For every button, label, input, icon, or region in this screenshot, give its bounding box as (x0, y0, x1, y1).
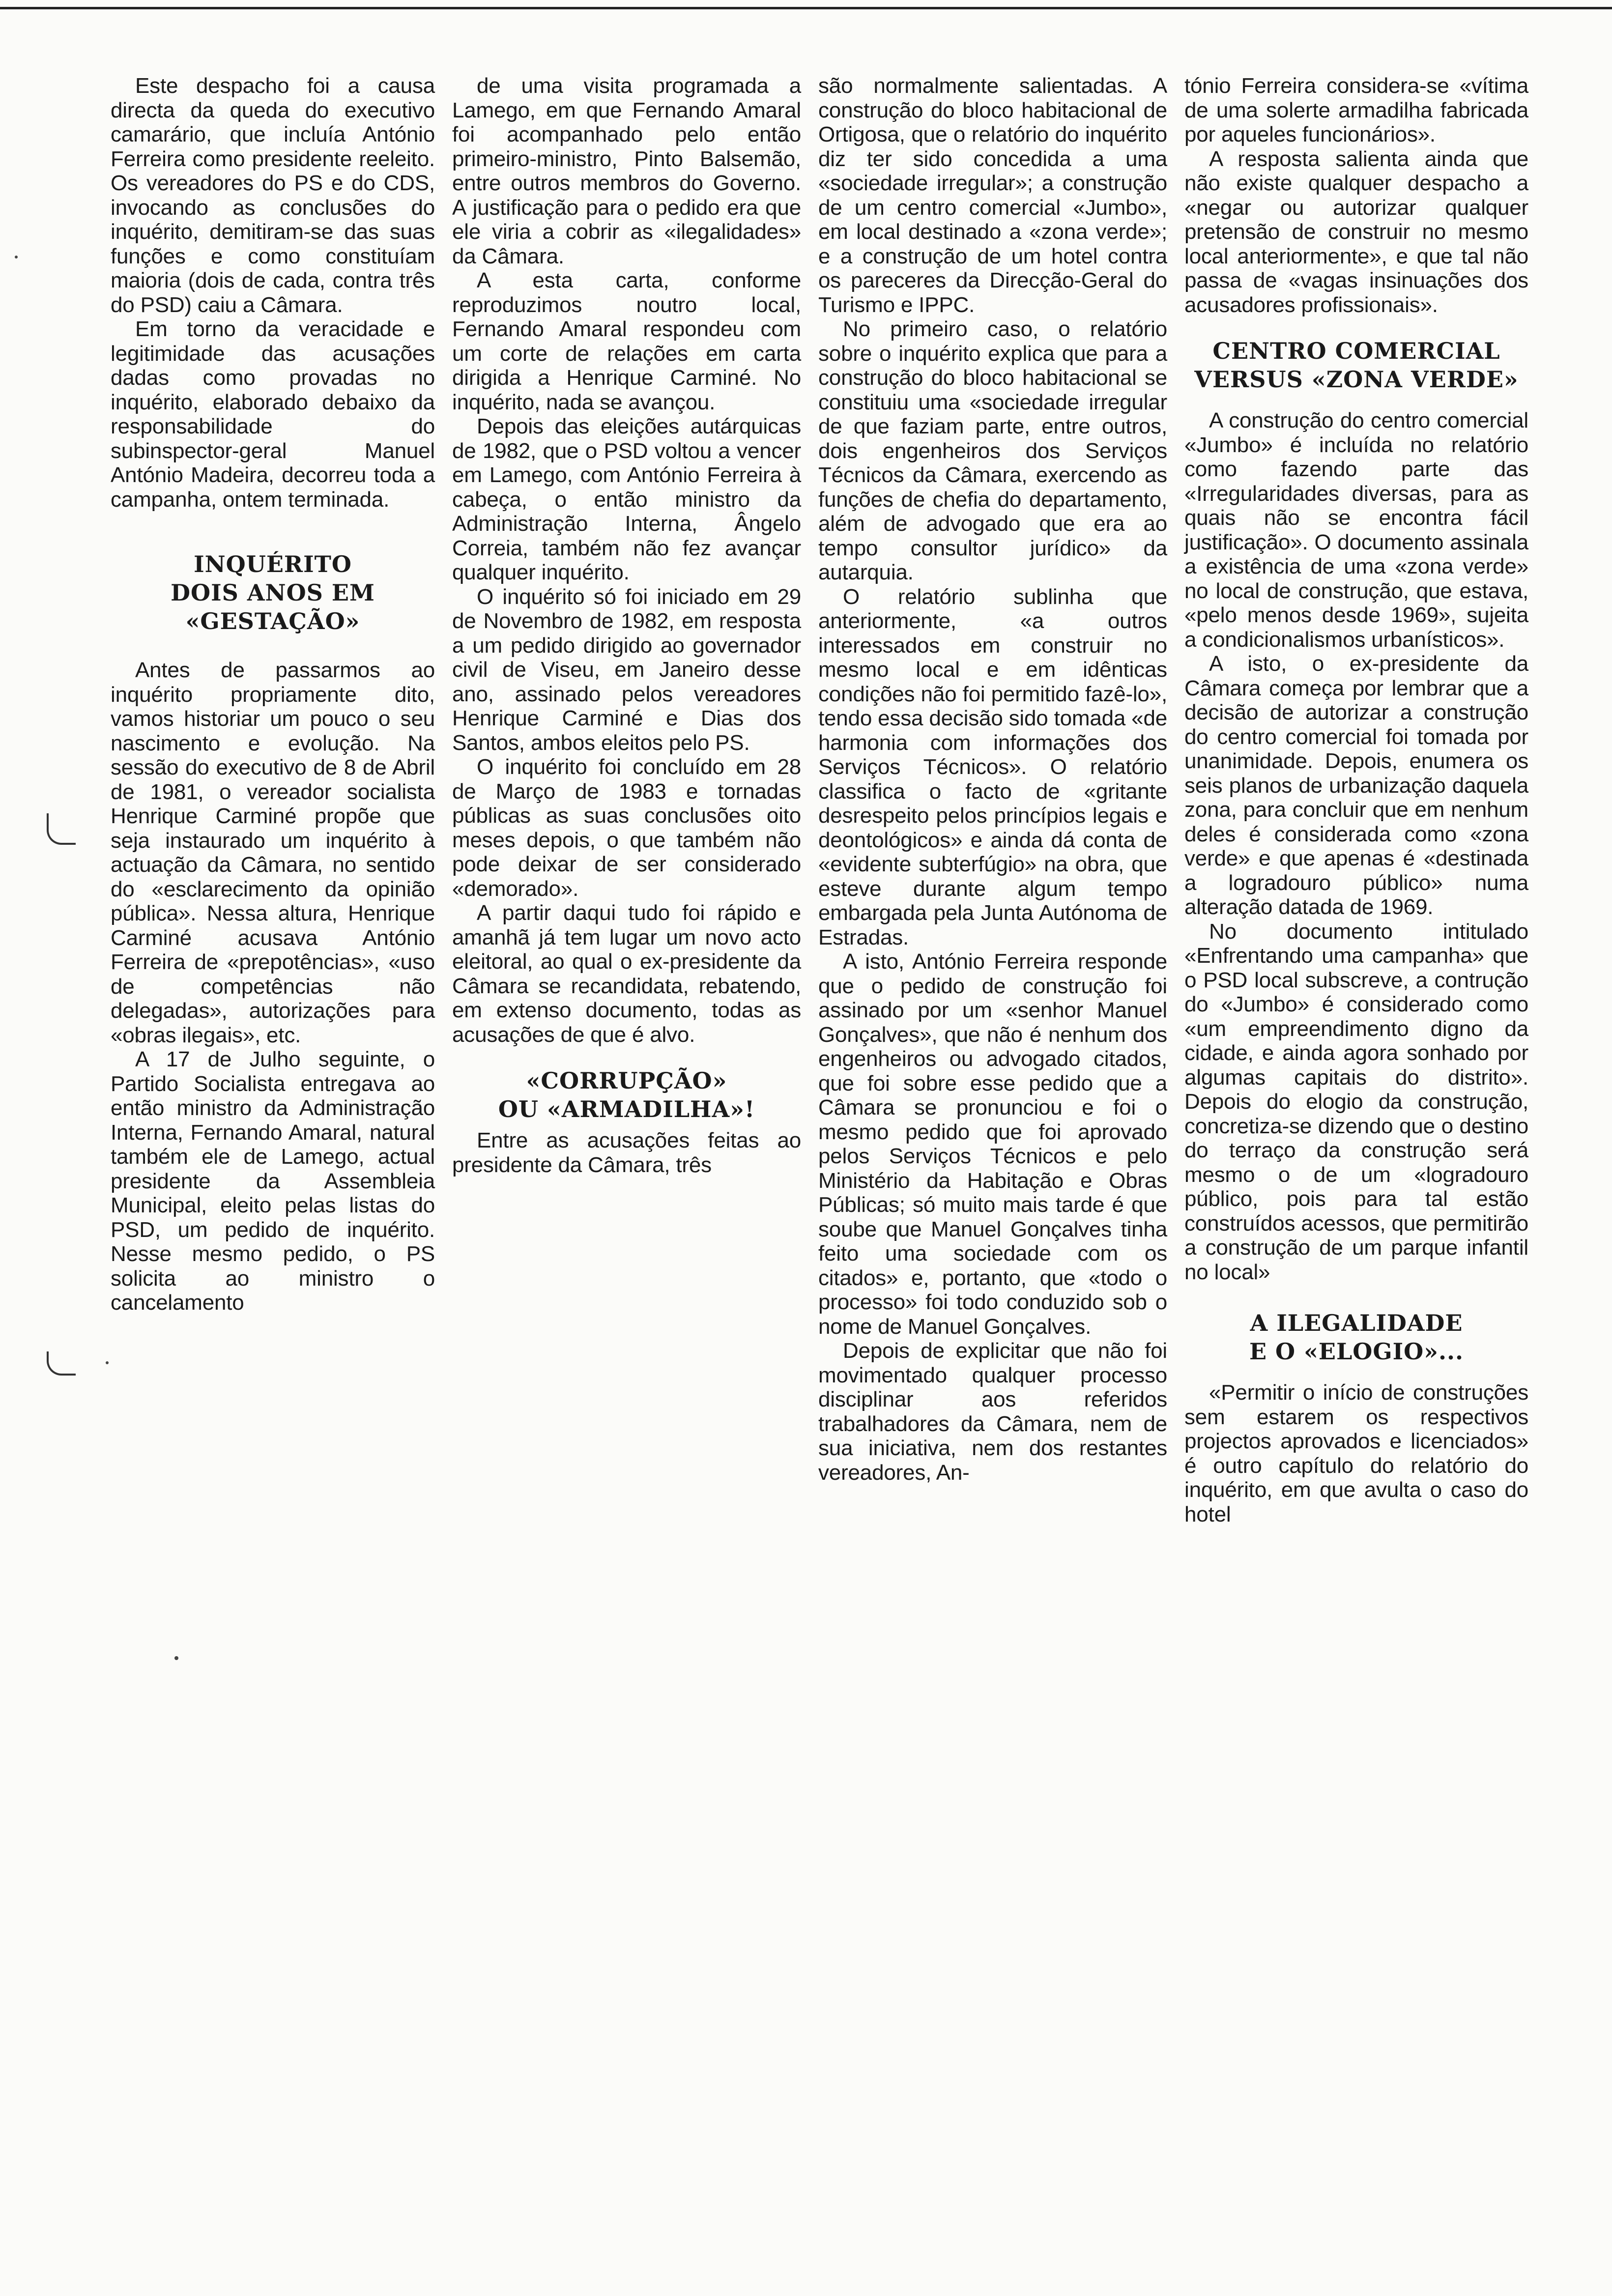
paragraph: A 17 de Julho seguinte, o Partido Socialista entregava ao então ministro da Administração Interna, Fernando Amaral, natural também ele de Lamego, actual presidente da Assembleia Municipal, eleito pelas listas do PSD, um pedido de inquérito. Nesse mesmo pedido, o PS solicita ao ministro o cancelamento (111, 1047, 435, 1315)
paragraph: Entre as acusações feitas ao presidente da Câmara, três (452, 1128, 801, 1177)
paragraph: A isto, António Ferreira responde que o pedido de construção foi assinado por um «senhor Manuel Gonçalves», que não é nenhum dos engenheiros ou advogado citados, que foi sobre esse pedido que a Câmara se pronunciou e foi o mesmo pedido que foi aprovado pelos Serviços Técnicos e pelo Ministério da Habitação e Obras Públicas; só muito mais tarde é que soube que Manuel Gonçalves tinha feito uma sociedade com os citados» e, portanto, que «todo o processo» foi todo conduzido sob o nome de Manuel Gonçalves. (818, 949, 1167, 1339)
paragraph: A esta carta, conforme reproduzimos noutro local, Fernando Amaral respondeu com um corte de relações em carta dirigida a Henrique Carminé. No inquérito, nada se avançou. (452, 268, 801, 414)
subheading-centro-comercial (1184, 337, 1528, 394)
paragraph: Depois das eleições autárquicas de 1982, que o PSD voltou a vencer em Lamego, com António Ferreira à cabeça, o então ministro da Administração Interna, Ângelo Correia, também não fez avançar qualquer inquérito. (452, 414, 801, 584)
paragraph: No documento intitulado «Enfrentando uma campanha» que o PSD local subscreve, a contrução do «Jumbo» é considerado como «um empreendimento digno da cidade, e ainda agora sonhado por algumas capitais do distrito». Depois do elogio da construção, concretiza-se dizendo que o destino do terraço da construção será mesmo o de um «logradouro público, pois para tal estão construídos acessos, que permitirão a construção de um parque infantil no local» (1184, 919, 1528, 1284)
paragraph: O inquérito foi concluído em 28 de Março de 1983 e tornadas públicas as suas conclusões oito meses depois, o que também não pode deixar de ser considerado «demorado». (452, 755, 801, 901)
paragraph: A resposta salienta ainda que não existe qualquer despacho a «negar ou autorizar qualquer pretensão de construir no mesmo local anteriormente», e que tal não passa de «vagas insinuações dos acusadores profissionais». (1184, 146, 1528, 317)
binding-hole-mark (47, 1351, 76, 1376)
paragraph: Em torno da veracidade e legitimidade das acusações dadas como provadas no inquérito, elaborado debaixo da responsabilidade do subinspector-geral Manuel António Madeira, decorreu toda a campanha, ontem terminada. (111, 317, 435, 512)
paragraph: tónio Ferreira considera-se «vítima de uma solerte armadilha fabricada por aqueles funcionários». (1184, 74, 1528, 146)
subheading-line: «CORRUPÇÃO» (526, 1067, 727, 1094)
paragraph: são normalmente salientadas. A construção do bloco habitacional de Ortigosa, que o relatório do inquérito diz ter sido concedida a uma «sociedade irregular»; a construção de um centro comercial «Jumbo», em local destinado a «zona verde»; e a construção de um hotel contra os pareceres da Direcção-Geral do Turismo e IPPC. (818, 74, 1167, 317)
scan-speck (106, 1361, 109, 1364)
subheading-line: A ILEGALIDADE (1250, 1310, 1463, 1336)
scan-speck (174, 1656, 178, 1660)
subheading-ilegalidade (1184, 1309, 1528, 1366)
paragraph: Este despacho foi a causa directa da queda do executivo camarário, que incluía António Ferreira como presidente reeleito. Os vereadores do PS e do CDS, invocando as conclusões do inquérito, demitiram-se das suas funções e como constituíam maioria (dois de cada, contra três do PSD) caiu a Câmara. (111, 74, 435, 317)
paragraph: A partir daqui tudo foi rápido e amanhã já tem lugar um novo acto eleitoral, ao qual o ex-presidente da Câmara se recandidata, rebatendo, em extenso documento, todas as acusações de que é alvo. (452, 901, 801, 1047)
subheading-corrupcao (452, 1066, 801, 1123)
column-4 (1184, 74, 1528, 1526)
paragraph: «Permitir o início de construções sem estarem os respectivos projectos aprovados e licenciados» é outro capítulo do relatório do inquérito, em que avulta o caso do hotel (1184, 1380, 1528, 1526)
paragraph: A construção do centro comercial «Jumbo» é incluída no relatório como fazendo parte das «Irregularidades diversas, para as quais não se encontra fácil justificação». O documento assinala a existência de uma «zona verde» no local de construção, que estava, «pelo menos desde 1969», sujeita a condicionalismos urbanísticos». (1184, 408, 1528, 652)
paragraph: Antes de passarmos ao inquérito propriamente dito, vamos historiar um pouco o seu nascimento e evolução. Na sessão do executivo de 8 de Abril de 1981, o vereador socialista Henrique Carminé propõe que seja instaurado um inquérito à actuação da Câmara, no sentido do «esclarecimento da opinião pública». Nessa altura, Henrique Carminé acusava António Ferreira de «prepotências», «uso de competências não delegadas», autorizações para «obras ilegais», etc. (111, 658, 435, 1047)
top-rule (0, 7, 1612, 9)
column-2 (452, 74, 801, 1177)
column-1 (111, 74, 435, 1315)
subheading-line: OU «ARMADILHA»! (498, 1096, 755, 1122)
binding-hole-mark (47, 813, 76, 845)
subheading-line: INQUÉRITO (194, 551, 352, 577)
paragraph: No primeiro caso, o relatório sobre o inquérito explica que para a construção do bloco habitacional se constituiu uma «sociedade irregular de que faziam parte, entre outros, dois engenheiros dos Serviços Técnicos da Câmara, exercendo as funções de chefia do departamento, além de advogado que era ao tempo consultor jurídico» da autarquia. (818, 317, 1167, 584)
subheading-line: E O «ELOGIO»... (1249, 1338, 1464, 1365)
paragraph: O inquérito só foi iniciado em 29 de Novembro de 1982, em resposta a um pedido dirigido ao governador civil de Viseu, em Janeiro desse ano, assinado pelos vereadores Henrique Carminé e Dias dos Santos, ambos eleitos pelo PS. (452, 584, 801, 755)
subheading-line: DOIS ANOS EM «GESTAÇÃO» (171, 579, 375, 634)
paragraph: de uma visita programada a Lamego, em que Fernando Amaral foi acompanhado pelo então primeiro-ministro, Pinto Balsemão, entre outros membros do Governo. A justificação para o pedido era que ele viria a cobrir as «ilegalidades» da Câmara. (452, 74, 801, 268)
scan-speck (15, 256, 18, 258)
column-3 (818, 74, 1167, 1485)
paragraph: A isto, o ex-presidente da Câmara começa por lembrar que a decisão de autorizar a construção do centro comercial foi tomada por unanimidade. Depois, enumera os seis planos de urbanização daquela zona, para concluir que em nenhum deles é considerada como «zona verde» e que apenas é «destinada a logradouro público» numa alteração datada de 1969. (1184, 652, 1528, 919)
subheading-line: CENTRO COMERCIAL (1212, 338, 1500, 364)
paragraph: O relatório sublinha que anteriormente, «a outros interessados em construir no mesmo local e em idênticas condições não foi permitido fazê-lo», tendo essa decisão sido tomada «de harmonia com informações dos Serviços Técnicos». O relatório classifica o facto de «gritante desrespeito pelos princípios legais e deontológicos» e ainda dá conta de «evidente subterfúgio» na obra, que esteve durante algum tempo embargada pela Junta Autónoma de Estradas. (818, 584, 1167, 949)
subheading-inquerito (111, 550, 435, 635)
subheading-line: VERSUS «ZONA VERDE» (1194, 366, 1519, 393)
paragraph: Depois de explicitar que não foi movimentado qualquer processo disciplinar aos referidos trabalhadores da Câmara, nem de sua iniciativa, nem dos restantes vereadores, An- (818, 1339, 1167, 1485)
